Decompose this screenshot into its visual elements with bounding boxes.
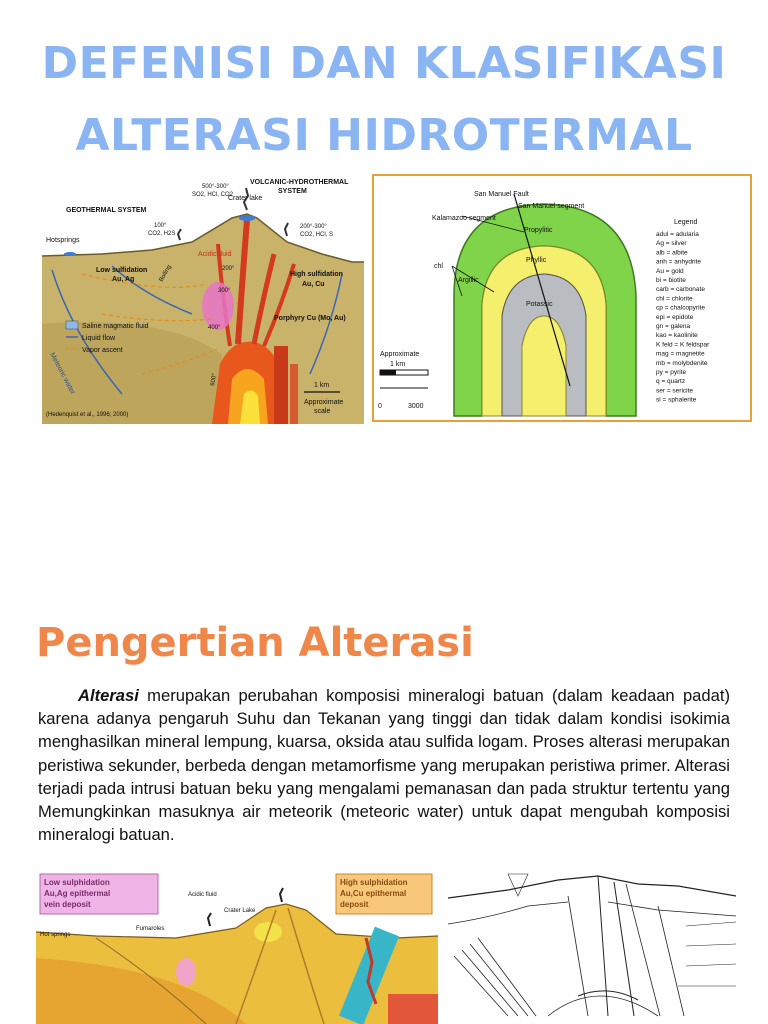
kalamazoo-segment-label: Kalamazoo segment <box>432 215 496 222</box>
legend-item: Ag = silver <box>656 240 687 248</box>
potassic-label: Potassic <box>526 301 553 308</box>
phyllic-label: Phyllic <box>526 257 547 264</box>
saline-fluid-label: Saline magmatic fluid <box>82 323 149 330</box>
citation-label: (Hedenquist et al., 1996; 2000) <box>46 412 129 418</box>
low-sulphidation-label: Low sulphidation <box>44 878 110 887</box>
hot-springs-label: Hot springs <box>40 932 71 938</box>
legend-item: chl = chlorite <box>656 295 693 303</box>
porphyry-label: Porphyry Cu (Mo, Au) <box>274 315 346 322</box>
legend-item: anh = anhydrite <box>656 258 701 266</box>
temp-top-left: 500°-300° <box>202 184 229 190</box>
gas-top-left: SO2, HCl, CO2 <box>192 192 234 198</box>
geothermal-system-label: GEOTHERMAL SYSTEM <box>66 207 147 214</box>
approximate-scale-label: Approximate <box>304 399 344 406</box>
legend-item: carb = carbonate <box>656 286 705 294</box>
liquid-flow-label: Liquid flow <box>82 335 116 342</box>
high-sulphidation-label-3: deposit <box>340 900 369 909</box>
legend-item: py = pyrite <box>656 369 687 376</box>
temp-100: 100° <box>154 223 167 229</box>
body-paragraph <box>38 684 730 846</box>
legend-item: q = quartz <box>656 378 686 386</box>
boiling-label: Boiling <box>158 264 173 283</box>
legend-item: bi = biotite <box>656 277 686 284</box>
legend-item: mb = molybdenite <box>656 359 708 367</box>
isotherm-200: 200° <box>222 266 235 272</box>
approximate-scale-label-2: scale <box>314 408 331 415</box>
argillic-label: Argillic <box>458 277 479 284</box>
alterasi-term: Alterasi <box>78 686 139 705</box>
legend-item: gn = galena <box>656 323 691 330</box>
scale-1km-label: 1 km <box>390 361 406 368</box>
meteoric-water-label: Meteoric water <box>48 351 76 396</box>
crater-lake-label: Crater Lake <box>224 908 256 914</box>
vapor-ascent-label: Vapor ascent <box>82 347 123 354</box>
alteration-zoning-diagram <box>372 174 752 422</box>
chl-label: chl <box>434 263 443 270</box>
legend-item: epi = epidote <box>656 313 694 321</box>
volcanic-system-label: VOLCANIC-HYDROTHERMAL <box>250 179 349 186</box>
legend-item: adul = adularia <box>656 231 699 238</box>
section-heading: Pengertian Alterasi <box>36 620 474 666</box>
gas-right: CO2, HCl, S <box>300 232 334 238</box>
san-manuel-segment-label: San Manuel segment <box>518 203 585 210</box>
sulphidation-deposit-diagram <box>36 868 438 1024</box>
high-sulfidation-metals: Au, Cu <box>302 281 325 288</box>
legend-title: Legend <box>674 219 698 226</box>
low-sulfidation-label: Low sulfidation <box>96 267 148 274</box>
page-title-line-1: DEFENISI DAN KLASIFIKASI <box>41 38 727 89</box>
isotherm-600: 600° <box>210 373 219 387</box>
scale-0-label: 0 <box>378 403 382 410</box>
legend-item: kao = kaolinite <box>656 332 698 340</box>
legend-item: cp = chalcopyrite <box>656 304 705 312</box>
legend-item: Au = gold <box>656 267 684 275</box>
isotherm-300: 300° <box>218 288 231 294</box>
paragraph-text: merupakan perubahan komposisi mineralogi batuan (dalam keadaan padat) karena adanya pengaruh Suhu dan Tekanan yang tinggi dan tidak dalam kondisi isokimia menghasilkan mineral lempung, kuarsa, oksida atau sulfida logam. Proses alterasi merupakan peristiwa sekunder, berbeda dengan metamorfisme yang merupakan peristiwa primer. Alterasi terjadi pada intrusi batuan beku yang mengalami pemanasan dan pada struktur tertentu yang Memungkinkan masuknya air meteorik (meteoric water) untuk dapat mengubah komposisi mineralogi batuan. <box>38 686 730 845</box>
san-manuel-fault-label: San Manuel Fault <box>474 191 529 198</box>
propylitic-label: Propylitic <box>524 227 553 234</box>
approximate-label: Approximate <box>380 351 420 358</box>
page-title-line-2: ALTERASI HIDROTERMAL <box>75 110 693 161</box>
volcanic-system-label-2: SYSTEM <box>278 188 307 195</box>
low-sulphidation-label-2: Au,Ag epithermal <box>44 889 111 898</box>
legend-item: K feld = K feldspar <box>656 341 710 349</box>
legend-item: alb = albite <box>656 249 688 257</box>
legend-item: ser = sericite <box>656 387 694 395</box>
low-sulphidation-label-3: vein deposit <box>44 900 91 909</box>
high-sulfidation-label: High sulfidation <box>290 271 343 278</box>
temp-right: 200°-300° <box>300 224 327 230</box>
high-sulphidation-label-2: Au,Cu epithermal <box>340 889 407 898</box>
crater-lake-label: Crater lake <box>228 195 263 202</box>
acidic-fluid-label: Acidic fluid <box>198 251 232 258</box>
fumaroles-label: Fumaroles <box>136 926 165 932</box>
gas-100: CO2, H2S <box>148 231 176 237</box>
legend-item: sl = sphalerite <box>656 396 697 404</box>
acidic-fluid-label: Acidic fluid <box>188 892 217 898</box>
low-sulfidation-metals: Au, Ag <box>112 276 135 283</box>
legend-item: mag = magnetite <box>656 350 705 358</box>
hotsprings-label: Hotsprings <box>46 237 80 244</box>
high-sulphidation-label: High sulphidation <box>340 878 408 887</box>
geothermal-system-diagram <box>42 174 364 424</box>
scale-3000-label: 3000 <box>408 403 424 410</box>
structural-sketch-diagram <box>448 866 736 1024</box>
scale-label: 1 km <box>314 382 330 389</box>
isotherm-400: 400° <box>208 325 221 331</box>
